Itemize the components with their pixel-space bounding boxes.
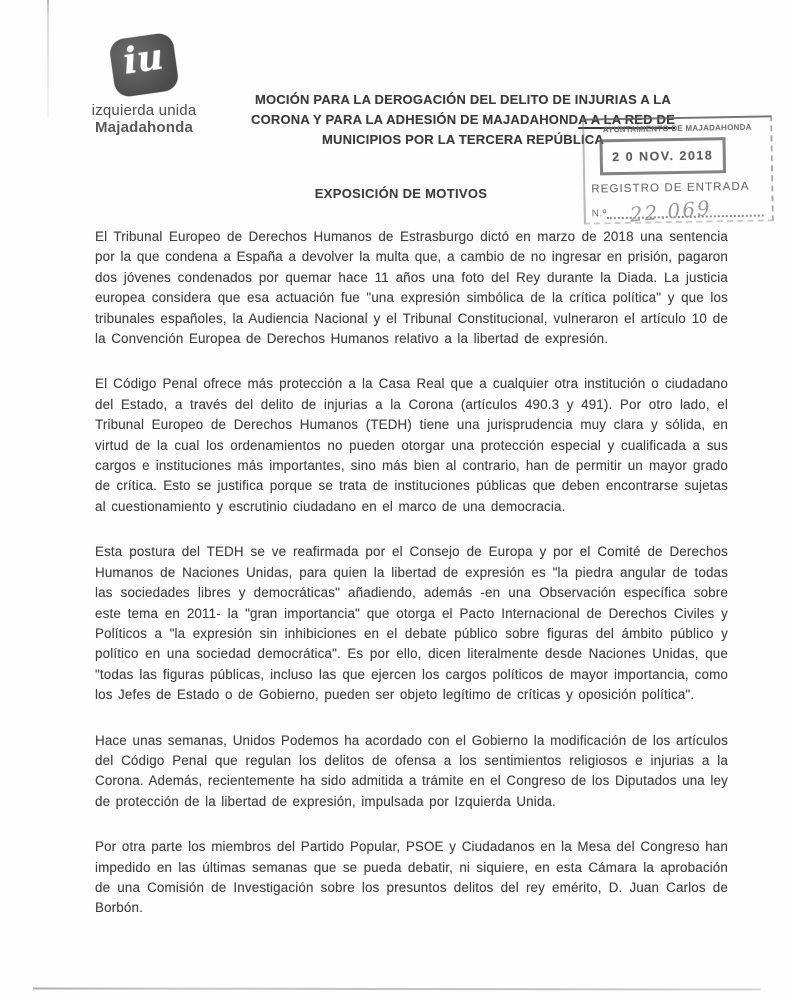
registry-entry-stamp [582,115,774,227]
scan-artifact-vertical-line [47,0,49,118]
stamp-org-name: AYUNTAMIENTO DE MAJADAHONDA [602,122,752,135]
section-heading: EXPOSICIÓN DE MOTIVOS [314,186,488,201]
title-line-2-underlined: A A LA RED DE [578,112,676,127]
party-logo-block [88,36,200,136]
paragraph-4: Hace unas semanas, Unidos Podemos ha acordado con el Gobierno la modificación de los artículos del Código Penal que regulan los delitos de ofensa a los sentimientos religiosos e injurias a la Corona. Además, recientemente ha sido admitida a trámite en el Congreso de los Diputados una ley de protección de la libertad de expresión, impulsada por Izquierda Unida. [95,732,728,809]
stamp-date: 2 0 NOV. 2018 [612,148,714,165]
izquierda-unida-logo-icon [108,32,179,98]
scan-artifact-bottom-line [33,987,761,990]
paragraph-1: El Tribunal Europeo de Derechos Humanos de Estrasburgo dictó en marzo de 2018 una sentencia por la que condena a España a devolver la multa que, a cambio de no ingresar en prisión, pagaron dos jóvenes condenados por quemar hace 11 años una foto del Rey durante la Diada. La justicia europea considera que esa actuación fue "una expresión simbólica de la crítica política" y que los tribunales españoles, la Audiencia Nacional y el Tribunal Constitucional, vulneraron el artículo 10 de la Convención Europea de Derechos Humanos relativo a la libertad de expresión. [95,229,728,347]
logo-mark-letters: iu [120,35,166,83]
paragraph-2: El Código Penal ofrece más protección a la Casa Real que a cualquier otra institución o ciudadano del Estado, a través del delito de injurias a la Corona (artículos 490.3 y 491). Por otro lado, el Tribunal Europeo de Derechos Humanos (TEDH) tiene una jurisprudencia muy clara y sólida, en virtud de la cual los ordenamientos no pueden otorgar una protección especial y cualificada a sus cargos e instituciones más importantes, sino más bien al contrario, han de permitir un mayor grado de crítica. Esto se justifica porque se trata de instituciones públicas que deben encontrarse sujetas al cuestionamiento y escrutinio ciudadano en el marco de una democracia. [95,376,728,514]
stamp-number-label: N.º [591,208,608,220]
title-line-1: MOCIÓN PARA LA DEROGACIÓN DEL DELITO DE INJURIAS A LA [254,92,672,107]
logo-locality-name: Majadahonda [94,119,194,136]
title-line-2: CORONA Y PARA LA ADHESIÓN DE MAJADAHOND [250,112,579,127]
logo-org-name: izquierda unida [91,102,197,119]
paragraph-5: Por otra parte los miembros del Partido Popular, PSOE y Ciudadanos en la Mesa del Congreso han impedido en las últimas semanas que se pueda debatir, ni siquiere, en esta Cámara la aprobación de una Comisión de Investigación sobre los presuntos delitos del rey emérito, D. Juan Carlos de Borbón. [95,839,728,916]
stamp-handwritten-number: 22.069 [628,195,713,227]
stamp-date-box [599,137,726,175]
title-line-3: MUNICIPIOS POR LA TERCERA REPÚBLICA [322,132,604,147]
paragraph-3: Esta postura del TEDH se ve reafirmada por el Consejo de Europa y por el Comité de Derechos Humanos de Naciones Unidas, para quien la libertad de expresión es "la piedra angular de todas las sociedades libres y democráticas" añadiendo, además -en una Observación específica sobre este tema en 2011- la "gran importancia" que otorga el Pacto Internacional de Derechos Civiles y Políticos a "la expresión sin inhibiciones en el debate público sobre figuras del ámbito público y político en una sociedad democrática". Es por ello, dicen literalmente desde Naciones Unidas, que "todas las figuras públicas, incluso las que ejercen los cargos políticos de mayor importancia, como los Jefes de Estado o de Gobierno, pueden ser objeto legítimo de críticas y oposición política". [95,544,728,703]
stamp-registry-label: REGISTRO DE ENTRADA [591,180,750,196]
document-body [95,227,728,944]
